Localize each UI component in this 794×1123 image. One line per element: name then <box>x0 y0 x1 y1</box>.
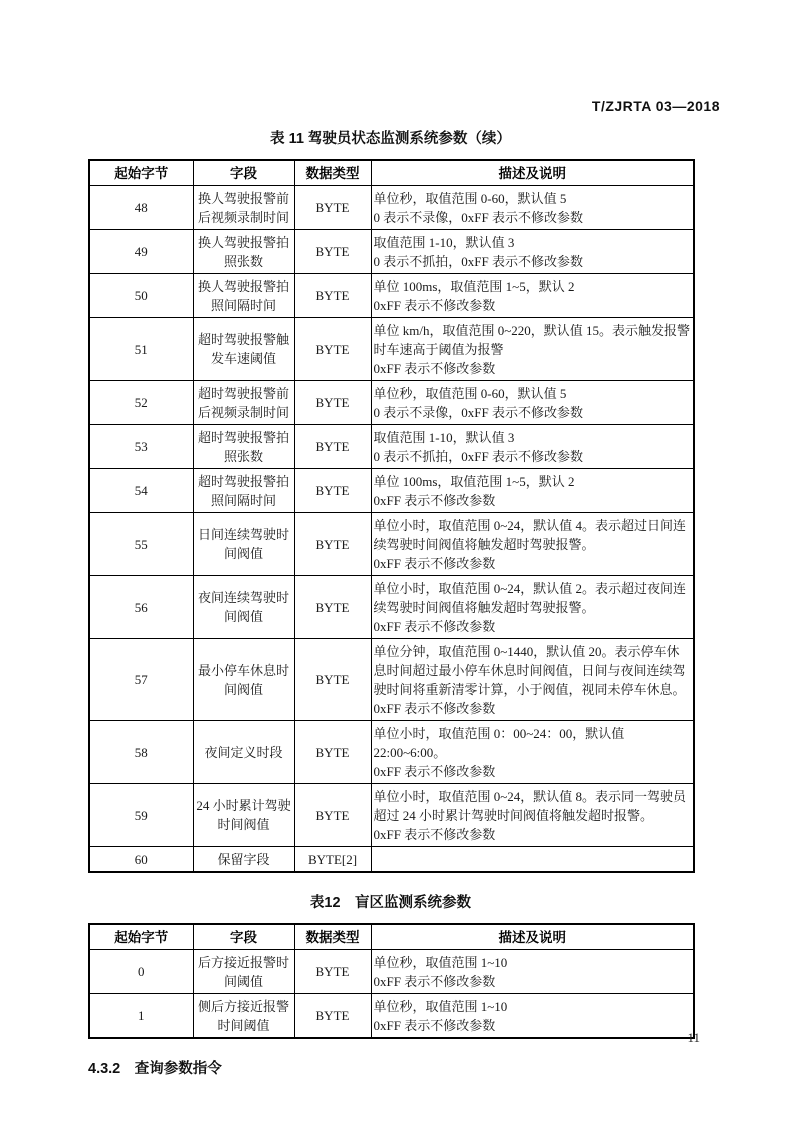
cell-description <box>371 425 694 469</box>
cell-start-byte: 1 <box>89 994 193 1039</box>
cell-field: 超时驾驶报警触发车速阈值 <box>193 318 294 381</box>
doc-code-header: T/ZJRTA 03—2018 <box>591 98 720 114</box>
cell-field: 夜间定义时段 <box>193 721 294 784</box>
cell-start-byte: 55 <box>89 513 193 576</box>
cell-description <box>371 639 694 721</box>
table11-head <box>89 160 694 186</box>
description-line: 单位 100ms，取值范围 1~5，默认 2 <box>373 473 575 489</box>
cell-data-type: BYTE[2] <box>294 847 371 873</box>
table-row <box>89 721 694 784</box>
cell-description <box>371 381 694 425</box>
table-row <box>89 639 694 721</box>
cell-data-type: BYTE <box>294 639 371 721</box>
description-line: 0xFF 表示不修改参数 <box>373 555 496 571</box>
cell-description <box>371 186 694 230</box>
cell-field: 换人驾驶报警拍照张数 <box>193 230 294 274</box>
table-row <box>89 186 694 230</box>
cell-data-type: BYTE <box>294 513 371 576</box>
table11-title: 表 11 驾驶员状态监测系统参数（续） <box>270 131 511 147</box>
table-row <box>89 274 694 318</box>
cell-data-type: BYTE <box>294 381 371 425</box>
description-line: 0 表示不抓拍，0xFF 表示不修改参数 <box>373 253 583 269</box>
cell-data-type: BYTE <box>294 186 371 230</box>
table12 <box>88 923 695 1039</box>
description-line: 0xFF 表示不修改参数 <box>373 492 496 508</box>
table-row <box>89 469 694 513</box>
description-line: 单位 km/h，取值范围 0~220，默认值 15。表示触发报警时车速高于阈值为报警 <box>373 322 691 357</box>
description-line: 0 表示不录像，0xFF 表示不修改参数 <box>373 404 583 420</box>
table-row <box>89 318 694 381</box>
table11-body <box>89 186 694 873</box>
page-content <box>88 127 693 1078</box>
table11 <box>88 159 695 873</box>
cell-start-byte: 53 <box>89 425 193 469</box>
description-line: 0xFF 表示不修改参数 <box>373 700 496 716</box>
description-line: 0 表示不抓拍，0xFF 表示不修改参数 <box>373 448 583 464</box>
cell-start-byte: 60 <box>89 847 193 873</box>
cell-data-type: BYTE <box>294 274 371 318</box>
cell-field: 超时驾驶报警拍照间隔时间 <box>193 469 294 513</box>
table-row <box>89 230 694 274</box>
description-line: 单位分钟，取值范围 0~1440，默认值 20。表示停车休息时间超过最小停车休息时间阀值，日间与夜间连续驾驶时间将重新清零计算，小于阀值，视同未停车休息。 <box>373 643 686 697</box>
cell-data-type: BYTE <box>294 425 371 469</box>
column-header: 数据类型 <box>294 160 371 186</box>
cell-field: 换人驾驶报警拍照间隔时间 <box>193 274 294 318</box>
description-line: 0 表示不录像，0xFF 表示不修改参数 <box>373 209 583 225</box>
table12-body <box>89 950 694 1039</box>
cell-description <box>371 230 694 274</box>
column-header: 字段 <box>193 924 294 950</box>
cell-start-byte: 0 <box>89 950 193 994</box>
cell-start-byte: 51 <box>89 318 193 381</box>
cell-data-type: BYTE <box>294 318 371 381</box>
description-line: 0xFF 表示不修改参数 <box>373 297 496 313</box>
cell-start-byte: 50 <box>89 274 193 318</box>
table-row <box>89 513 694 576</box>
header-row <box>89 924 694 950</box>
table-row <box>89 950 694 994</box>
table-row <box>89 576 694 639</box>
cell-field: 侧后方接近报警时间阈值 <box>193 994 294 1039</box>
column-header: 字段 <box>193 160 294 186</box>
cell-start-byte: 54 <box>89 469 193 513</box>
cell-start-byte: 52 <box>89 381 193 425</box>
page-number: 11 <box>687 1030 700 1045</box>
table-row <box>89 784 694 847</box>
cell-data-type: BYTE <box>294 784 371 847</box>
description-line: 单位秒，取值范围 0-60，默认值 5 <box>373 190 567 206</box>
cell-field: 超时驾驶报警前后视频录制时间 <box>193 381 294 425</box>
cell-field: 后方接近报警时间阈值 <box>193 950 294 994</box>
description-line: 单位小时，取值范围 0~24，默认值 2。表示超过夜间连续驾驶时间阀值将触发超时驾驶报警。 <box>373 580 687 615</box>
description-line: 0xFF 表示不修改参数 <box>373 973 496 989</box>
cell-description <box>371 469 694 513</box>
description-line: 单位秒，取值范围 1~10 <box>373 954 508 970</box>
description-line: 0xFF 表示不修改参数 <box>373 360 496 376</box>
cell-start-byte: 58 <box>89 721 193 784</box>
description-line: 单位小时，取值范围 0：00~24：00，默认值 22:00~6:00。 <box>373 725 625 760</box>
cell-description <box>371 576 694 639</box>
cell-description <box>371 950 694 994</box>
table12-title: 表12 盲区监测系统参数 <box>309 895 472 911</box>
cell-description <box>371 721 694 784</box>
cell-description <box>371 847 694 873</box>
cell-data-type: BYTE <box>294 721 371 784</box>
cell-field: 换人驾驶报警前后视频录制时间 <box>193 186 294 230</box>
cell-data-type: BYTE <box>294 576 371 639</box>
cell-field: 最小停车休息时间阀值 <box>193 639 294 721</box>
table12-head <box>89 924 694 950</box>
description-line: 单位小时，取值范围 0~24，默认值 4。表示超过日间连续驾驶时间阀值将触发超时驾驶报警。 <box>373 517 687 552</box>
cell-start-byte: 48 <box>89 186 193 230</box>
description-line: 取值范围 1-10，默认值 3 <box>373 234 515 250</box>
description-line: 单位秒，取值范围 1~10 <box>373 998 508 1014</box>
description-line: 0xFF 表示不修改参数 <box>373 763 496 779</box>
column-header: 描述及说明 <box>371 924 694 950</box>
cell-description <box>371 513 694 576</box>
cell-data-type: BYTE <box>294 994 371 1039</box>
description-line: 0xFF 表示不修改参数 <box>373 826 496 842</box>
cell-start-byte: 49 <box>89 230 193 274</box>
table-row <box>89 381 694 425</box>
description-line: 单位 100ms，取值范围 1~5，默认 2 <box>373 278 575 294</box>
header-row <box>89 160 694 186</box>
cell-data-type: BYTE <box>294 950 371 994</box>
cell-field: 超时驾驶报警拍照张数 <box>193 425 294 469</box>
column-header: 起始字节 <box>89 924 193 950</box>
section-heading: 4.3.2 查询参数指令 <box>88 1061 222 1077</box>
description-line: 单位小时，取值范围 0~24，默认值 8。表示同一驾驶员超过 24 小时累计驾驶时间阀值将触发超时报警。 <box>373 788 687 823</box>
table-row <box>89 847 694 873</box>
column-header: 描述及说明 <box>371 160 694 186</box>
description-line: 取值范围 1-10，默认值 3 <box>373 429 515 445</box>
cell-data-type: BYTE <box>294 469 371 513</box>
cell-description <box>371 318 694 381</box>
column-header: 起始字节 <box>89 160 193 186</box>
cell-start-byte: 56 <box>89 576 193 639</box>
cell-description <box>371 784 694 847</box>
description-line: 0xFF 表示不修改参数 <box>373 618 496 634</box>
column-header: 数据类型 <box>294 924 371 950</box>
description-line: 单位秒，取值范围 0-60，默认值 5 <box>373 385 567 401</box>
cell-field: 保留字段 <box>193 847 294 873</box>
cell-field: 24 小时累计驾驶时间阀值 <box>193 784 294 847</box>
cell-field: 日间连续驾驶时间阀值 <box>193 513 294 576</box>
cell-field: 夜间连续驾驶时间阀值 <box>193 576 294 639</box>
description-line: 0xFF 表示不修改参数 <box>373 1017 496 1033</box>
table-row <box>89 425 694 469</box>
cell-start-byte: 59 <box>89 784 193 847</box>
cell-start-byte: 57 <box>89 639 193 721</box>
cell-data-type: BYTE <box>294 230 371 274</box>
cell-description <box>371 274 694 318</box>
